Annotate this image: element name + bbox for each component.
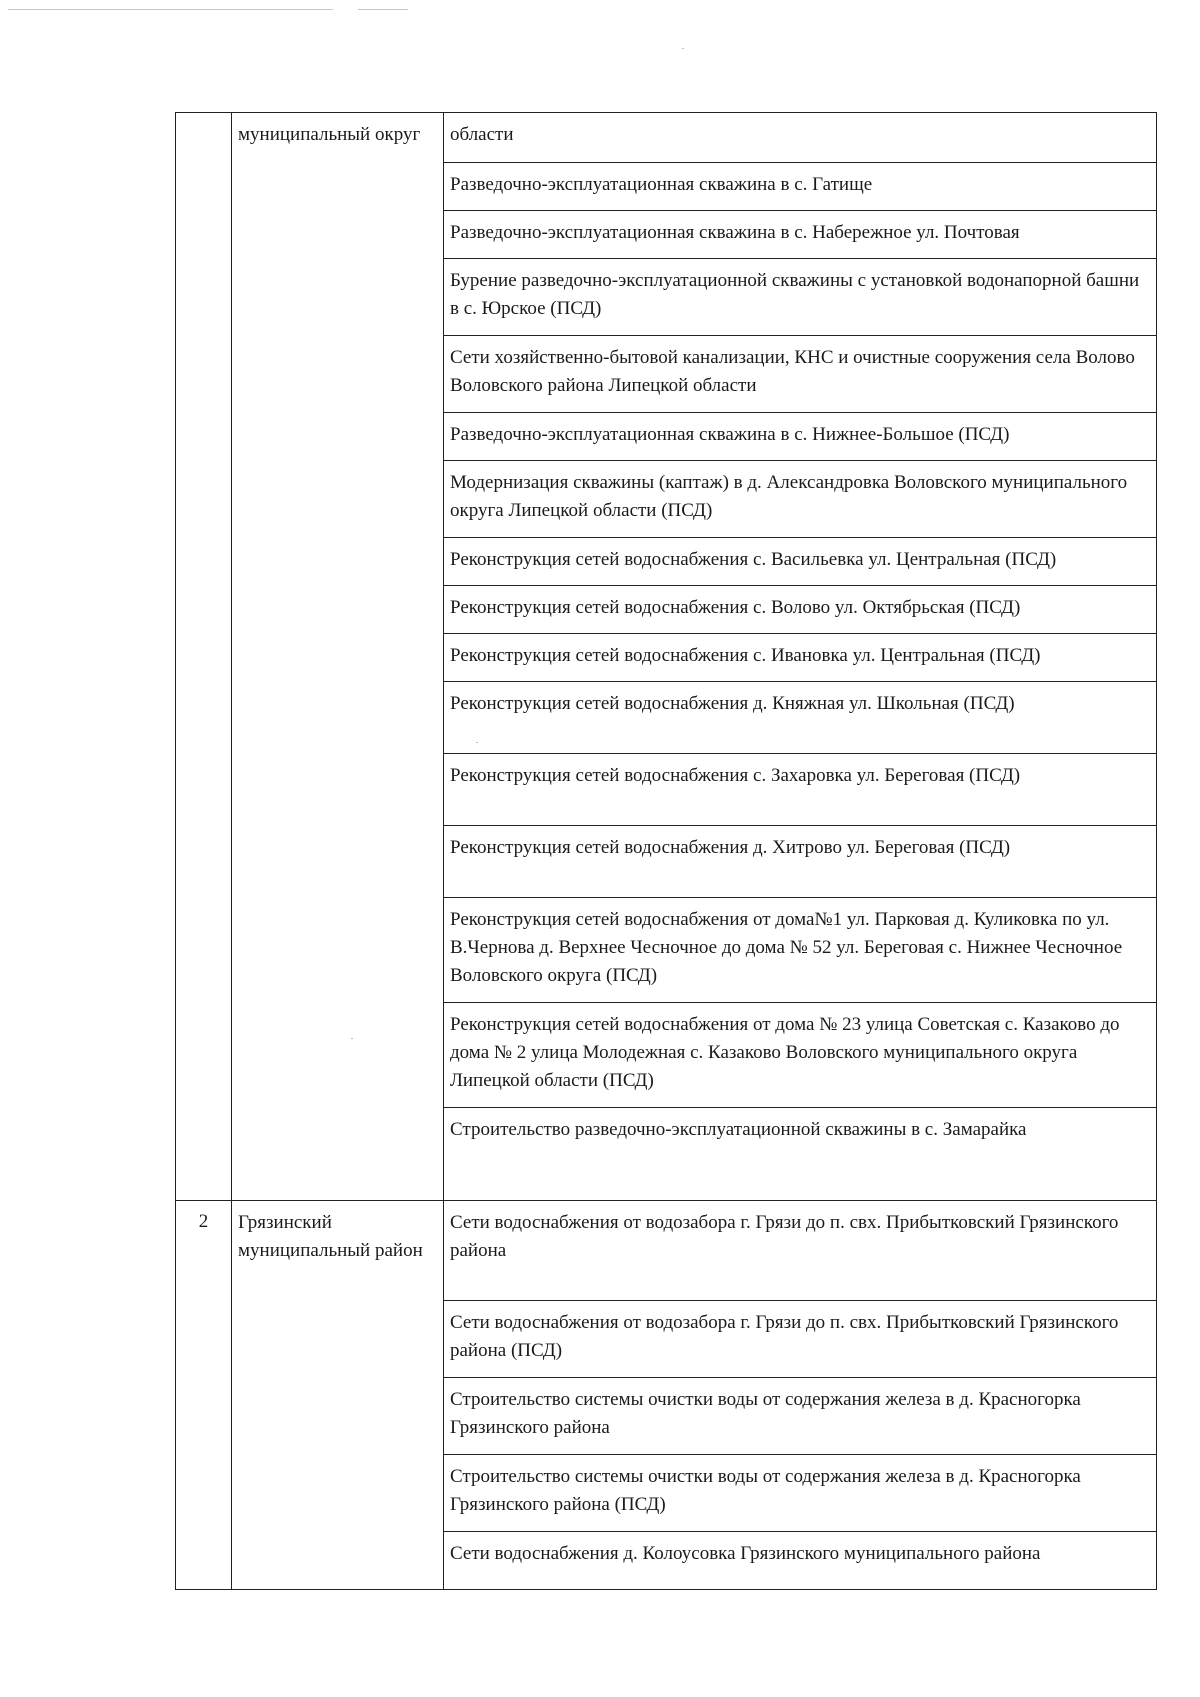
- object-cell: Реконструкция сетей водоснабжения с. Васильевка ул. Центральная (ПСД): [444, 538, 1156, 586]
- object-cell: Бурение разведочно-эксплуатационной скважины с установкой водонапорной башни в с. Юрское (ПСД): [444, 259, 1156, 336]
- object-cell: Реконструкция сетей водоснабжения от дома № 23 улица Советская с. Казаково до дома № 2 улица Молодежная с. Казаково Воловского муниципального округа Липецкой области (ПСД): [444, 1003, 1156, 1108]
- object-cell: Реконструкция сетей водоснабжения д. Хитрово ул. Береговая (ПСД): [444, 826, 1156, 898]
- scan-edge-mark: [8, 9, 333, 10]
- objects-column: [444, 113, 1156, 1200]
- object-cell: Реконструкция сетей водоснабжения с. Захаровка ул. Береговая (ПСД): [444, 754, 1156, 826]
- object-cell: Строительство системы очистки воды от содержания железа в д. Красногорка Грязинского района: [444, 1378, 1156, 1455]
- scan-edge-mark: [358, 9, 408, 10]
- object-cell: Сети водоснабжения от водозабора г. Грязи до п. свх. Прибытковский Грязинского района (ПСД): [444, 1301, 1156, 1378]
- object-cell: Разведочно-эксплуатационная скважина в с. Нижнее-Большое (ПСД): [444, 413, 1156, 461]
- municipality-name: Грязинский муниципальный район: [232, 1201, 444, 1589]
- object-cell: Сети хозяйственно-бытовой канализации, КНС и очистные сооружения села Волово Воловского района Липецкой области: [444, 336, 1156, 413]
- projects-table: [175, 112, 1157, 1590]
- objects-column: [444, 1201, 1156, 1589]
- object-cell: Сети водоснабжения от водозабора г. Грязи до п. свх. Прибытковский Грязинского района: [444, 1201, 1156, 1301]
- object-cell: Разведочно-эксплуатационная скважина в с. Набережное ул. Почтовая: [444, 211, 1156, 259]
- table-row-group: [176, 1201, 1156, 1589]
- object-cell: Реконструкция сетей водоснабжения от дома№1 ул. Парковая д. Куликовка по ул. В.Чернова д. Верхнее Чесночное до дома № 52 ул. Береговая с. Нижнее Чесночное Воловского округа (ПСД): [444, 898, 1156, 1003]
- object-cell: Сети водоснабжения д. Колоусовка Грязинского муниципального района: [450, 1543, 1041, 1564]
- object-cell: Разведочно-эксплуатационная скважина в с. Гатище: [444, 163, 1156, 211]
- object-cell: Строительство системы очистки воды от содержания железа в д. Красногорка Грязинского района (ПСД): [444, 1455, 1156, 1532]
- object-cell: Модернизация скважины (каптаж) в д. Александровка Воловского муниципального округа Липецкой области (ПСД): [444, 461, 1156, 538]
- municipality-name: муниципальный округ: [232, 113, 444, 1200]
- object-cell: Реконструкция сетей водоснабжения с. Ивановка ул. Центральная (ПСД): [444, 634, 1156, 682]
- object-cell: области: [444, 113, 1156, 163]
- scan-speck: [682, 48, 684, 49]
- object-cell: Строительство разведочно-эксплуатационной скважины в с. Замарайка: [450, 1119, 1027, 1140]
- object-cell: Реконструкция сетей водоснабжения д. Княжная ул. Школьная (ПСД): [444, 682, 1156, 754]
- table-row-group: [176, 113, 1156, 1201]
- object-cell: Реконструкция сетей водоснабжения с. Волово ул. Октябрьская (ПСД): [444, 586, 1156, 634]
- row-number: [176, 113, 232, 1200]
- row-number: 2: [176, 1201, 232, 1589]
